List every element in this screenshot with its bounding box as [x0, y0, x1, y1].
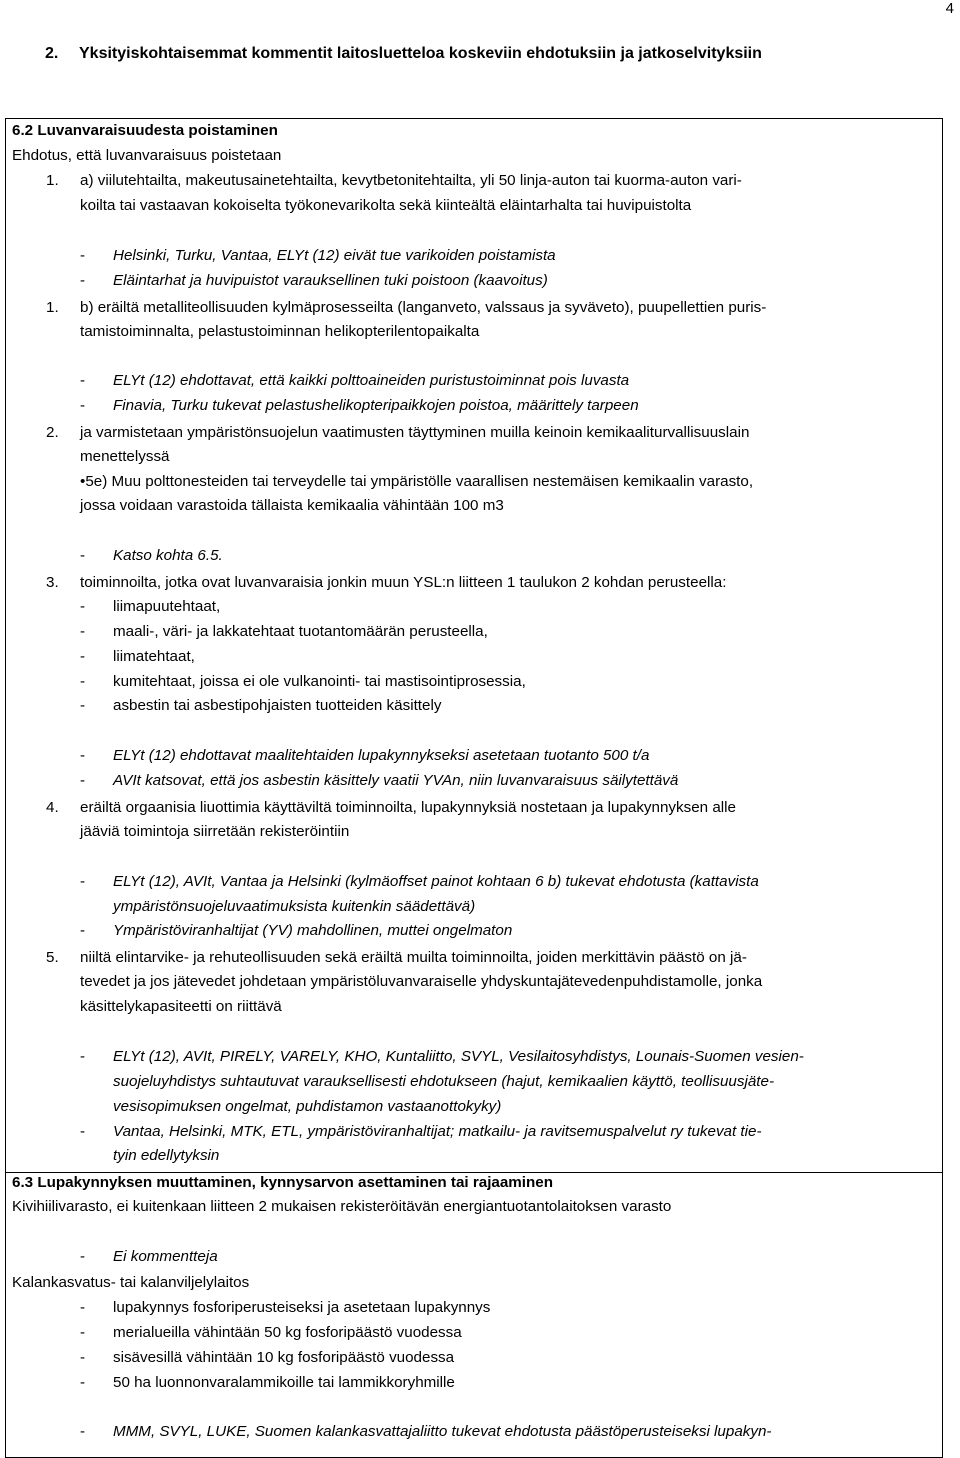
item-text-line: eräiltä orgaanisia liuottimia käyttäviltä toiminnoilta, lupakynnyksiä nostetaan ja lupakynnyksen alle — [80, 799, 736, 816]
list-item: lupakynnys fosforiperusteiseksi ja asetetaan lupakynnys — [113, 1299, 491, 1316]
list-dash: - — [80, 648, 86, 665]
section-number: 2. — [45, 45, 59, 62]
comment-dash: - — [80, 1048, 86, 1065]
comment-line: Ei kommentteja — [113, 1248, 218, 1265]
comment-dash: - — [80, 747, 86, 764]
comment-dash: - — [80, 247, 86, 264]
comment-line: Finavia, Turku tukevat pelastushelikopteripaikkojen poistoa, määrittely tarpeen — [113, 397, 639, 414]
comment-line: ELYt (12) ehdottavat maalitehtaiden lupakynnykseksi asetetaan tuotanto 500 t/a — [113, 747, 650, 764]
comment-line: ympäristönsuojeluvaatimuksista kuitenkin säädettävä) — [113, 898, 476, 915]
list-item: merialueilla vähintään 50 kg fosforipäästö vuodessa — [113, 1324, 462, 1341]
comment-line: Ympäristöviranhaltijat (YV) mahdollinen, muttei ongelmaton — [113, 922, 513, 939]
comment-line: Vantaa, Helsinki, MTK, ETL, ympäristöviranhaltijat; matkailu- ja ravitsemuspalvelut ry tukevat tie- — [113, 1123, 762, 1140]
subsection-heading-6-3: 6.3 Lupakynnyksen muuttaminen, kynnysarvon asettaminen tai rajaaminen — [12, 1174, 554, 1191]
subsection-intro: Ehdotus, että luvanvaraisuus poistetaan — [12, 147, 282, 164]
item-text-line: tevedet ja jos jätevedet johdetaan ympäristöluvanvaraiselle yhdyskuntajätevedenpuhdistamolle, jonka — [80, 973, 763, 990]
item-number: 1. — [46, 172, 59, 189]
list-dash: - — [80, 673, 86, 690]
item-number: 2. — [46, 424, 59, 441]
comment-line: Katso kohta 6.5. — [113, 547, 223, 564]
item-text-line: •5e) Muu polttonesteiden tai terveydelle tai ympäristölle vaarallisen nestemäisen kemikaalin varasto, — [80, 473, 754, 490]
item-text-line: käsittelykapasiteetti on riittävä — [80, 998, 282, 1015]
comment-line: Helsinki, Turku, Vantaa, ELYt (12) eivät tue varikoiden poistamista — [113, 247, 556, 264]
page-number: 4 — [945, 0, 954, 17]
comment-dash: - — [80, 372, 86, 389]
comment-line: ELYt (12), AVIt, Vantaa ja Helsinki (kylmäoffset painot kohtaan 6 b) tukevat ehdotusta (kattavista — [113, 873, 759, 890]
comment-dash: - — [80, 1123, 86, 1140]
item-text-line: jääviä toimintoja siirretään rekisteröintiin — [80, 823, 350, 840]
comment-dash: - — [80, 922, 86, 939]
comment-dash: - — [80, 397, 86, 414]
comment-dash: - — [80, 272, 86, 289]
list-item: liimatehtaat, — [113, 648, 195, 665]
item-text-line: menettelyssä — [80, 448, 170, 465]
comment-line: tyin edellytyksin — [113, 1147, 220, 1164]
item-text-line: tamistoiminnalta, pelastustoiminnan helikopterilentopaikalta — [80, 323, 480, 340]
comment-line: ELYt (12), AVIt, PIRELY, VARELY, KHO, Kuntaliitto, SVYL, Vesilaitosyhdistys, Lounais-Suomen vesien- — [113, 1048, 804, 1065]
comment-line: Eläintarhat ja huvipuistot varauksellinen tuki poistoon (kaavoitus) — [113, 272, 548, 289]
block-title: Kalankasvatus- tai kalanviljelylaitos — [12, 1274, 250, 1291]
comment-dash: - — [80, 873, 86, 890]
comment-line: MMM, SVYL, LUKE, Suomen kalankasvattajaliitto tukevat ehdotusta päästöperusteiseksi lupakyn- — [113, 1423, 772, 1440]
item-number: 4. — [46, 799, 59, 816]
list-item: asbestin tai asbestipohjaisten tuotteiden käsittely — [113, 697, 442, 714]
comment-line: ELYt (12) ehdottavat, että kaikki polttoaineiden puristustoiminnat pois luvasta — [113, 372, 630, 389]
list-dash: - — [80, 1349, 86, 1366]
item-text-line: koilta tai vastaavan kokoiselta työkonevarikolta sekä kiinteältä eläintarhalta tai huvipuistolta — [80, 197, 692, 214]
list-item: 50 ha luonnonvaralammikoille tai lammikkoryhmille — [113, 1374, 455, 1391]
list-dash: - — [80, 623, 86, 640]
list-dash: - — [80, 1374, 86, 1391]
item-number: 1. — [46, 299, 59, 316]
item-text-line: niiltä elintarvike- ja rehuteollisuuden sekä eräiltä muilta toiminnoilta, joiden merkittävin päästö on jä- — [80, 949, 747, 966]
list-dash: - — [80, 697, 86, 714]
item-text-line: ja varmistetaan ympäristönsuojelun vaatimusten täyttyminen muilla keinoin kemikaaliturvallisuuslain — [80, 424, 750, 441]
list-item: sisävesillä vähintään 10 kg fosforipäästö vuodessa — [113, 1349, 455, 1366]
comment-dash: - — [80, 1248, 86, 1265]
item-text-line: b) eräiltä metalliteollisuuden kylmäprosesseilta (langanveto, valssaus ja syväveto), puupellettien puris- — [80, 299, 767, 316]
item-text-line: jossa voidaan varastoida tällaista kemikaalia vähintään 100 m3 — [80, 497, 504, 514]
item-text-line: toiminnoilta, jotka ovat luvanvaraisia jonkin muun YSL:n liitteen 1 taulukon 2 kohdan perusteella: — [80, 574, 727, 591]
list-dash: - — [80, 1324, 86, 1341]
list-dash: - — [80, 598, 86, 615]
item-number: 3. — [46, 574, 59, 591]
block-title: Kivihiilivarasto, ei kuitenkaan liitteen 2 mukaisen rekisteröitävän energiantuotantolaitoksen varasto — [12, 1198, 672, 1215]
comment-line: suojeluyhdistys suhtautuvat varauksellisesti ehdotukseen (hajut, kemikaalien käyttö, teollisuusjäte- — [113, 1073, 775, 1090]
list-item: maali-, väri- ja lakkatehtaat tuotantomäärän perusteella, — [113, 623, 488, 640]
item-text-line: a) viilutehtailta, makeutusainetehtailta, kevytbetonitehtailta, yli 50 linja-auton tai kuorma-auton vari- — [80, 172, 742, 189]
comment-line: AVIt katsovat, että jos asbestin käsittely vaatii YVAn, niin luvanvaraisuus säilytettävä — [113, 772, 679, 789]
list-dash: - — [80, 1299, 86, 1316]
section-heading — [45, 45, 762, 63]
comment-dash: - — [80, 1423, 86, 1440]
subsection-heading-6-2: 6.2 Luvanvaraisuudesta poistaminen — [12, 122, 278, 139]
section-title: Yksityiskohtaisemmat kommentit laitosluetteloa koskeviin ehdotuksiin ja jatkoselvityksiin — [79, 45, 762, 62]
list-item: kumitehtaat, joissa ei ole vulkanointi- tai mastisointiprosessia, — [113, 673, 526, 690]
comment-line: vesisopimuksen ongelmat, puhdistamon vastaanottokyky) — [113, 1098, 502, 1115]
comment-dash: - — [80, 547, 86, 564]
comment-dash: - — [80, 772, 86, 789]
item-number: 5. — [46, 949, 59, 966]
list-item: liimapuutehtaat, — [113, 598, 221, 615]
